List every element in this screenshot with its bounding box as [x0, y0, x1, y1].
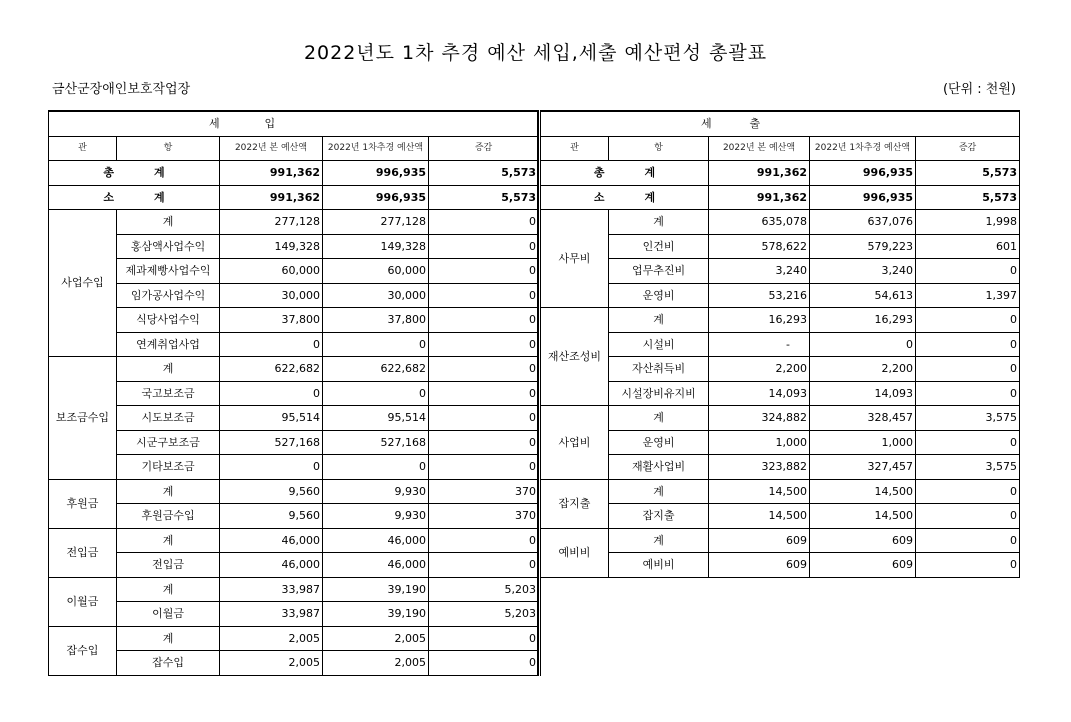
- income-group-name: 보조금수입: [49, 357, 117, 480]
- income-row-v3: 0: [429, 651, 539, 676]
- expense-row-v2: 14,500: [810, 479, 916, 504]
- expense-subtotal-v3: 5,573: [916, 185, 1020, 210]
- expense-row-label: 시설비: [609, 332, 709, 357]
- income-row: [49, 259, 539, 284]
- expense-row-v1: 14,500: [709, 479, 810, 504]
- income-row-v3: 0: [429, 259, 539, 284]
- income-row-v3: 0: [429, 430, 539, 455]
- income-total-v1: 991,362: [220, 161, 323, 186]
- income-row-label: 계: [117, 528, 220, 553]
- expense-row-v3: 0: [916, 479, 1020, 504]
- income-row-v1: 277,128: [220, 210, 323, 235]
- expense-row: [541, 455, 1020, 480]
- income-row-v3: 370: [429, 504, 539, 529]
- income-row-label: 시군구보조금: [117, 430, 220, 455]
- expense-head-a: 세: [541, 111, 709, 136]
- expense-row-v1: 578,622: [709, 234, 810, 259]
- budget-summary-table: [48, 110, 1019, 676]
- expense-row-label: 자산취득비: [609, 357, 709, 382]
- expense-row-v2: 637,076: [810, 210, 916, 235]
- expense-row-v3: 0: [916, 528, 1020, 553]
- expense-row-v2: 328,457: [810, 406, 916, 431]
- expense-row-v1: 16,293: [709, 308, 810, 333]
- expense-row: [541, 210, 1020, 235]
- expense-row: [541, 406, 1020, 431]
- income-row-v3: 0: [429, 626, 539, 651]
- expense-row-v3: 0: [916, 430, 1020, 455]
- expense-row-v1: 609: [709, 553, 810, 578]
- income-row-label: 계: [117, 479, 220, 504]
- income-row-v1: 0: [220, 381, 323, 406]
- income-subtotal-v3: 5,573: [429, 185, 539, 210]
- expense-row-v2: 54,613: [810, 283, 916, 308]
- expense-subtotal-v2: 996,935: [810, 185, 916, 210]
- expense-row-v3: 1,998: [916, 210, 1020, 235]
- page-title: 2022년도 1차 추경 예산 세입,세출 예산편성 총괄표: [303, 42, 768, 64]
- expense-row-v1: 2,200: [709, 357, 810, 382]
- expense-row-v1: 14,500: [709, 504, 810, 529]
- expense-row: [541, 259, 1020, 284]
- income-row-v2: 9,930: [323, 504, 429, 529]
- expense-total-v2: 996,935: [810, 161, 916, 186]
- income-row-label: 제과제빵사업수익: [117, 259, 220, 284]
- expense-row: [541, 553, 1020, 578]
- income-row-v1: 527,168: [220, 430, 323, 455]
- expense-row-label: 계: [609, 308, 709, 333]
- expense-row: [541, 528, 1020, 553]
- income-row-label: 계: [117, 357, 220, 382]
- income-row-label: 계: [117, 210, 220, 235]
- expense-row-v3: 3,575: [916, 406, 1020, 431]
- expense-row-v3: 0: [916, 504, 1020, 529]
- income-row-v3: 0: [429, 528, 539, 553]
- expense-table: [540, 110, 1020, 578]
- income-col-hang: 항: [117, 136, 220, 161]
- expense-col-revised: 2022년 1차추경 예산액: [810, 136, 916, 161]
- income-row-v3: 5,203: [429, 602, 539, 627]
- income-subtotal-label: 소 계: [49, 185, 220, 210]
- income-row-v1: 149,328: [220, 234, 323, 259]
- income-row: [49, 626, 539, 651]
- income-row-v1: 30,000: [220, 283, 323, 308]
- income-row-label: 연계취업사업: [117, 332, 220, 357]
- income-group-name: 이월금: [49, 577, 117, 626]
- income-row: [49, 381, 539, 406]
- expense-row-v1: -: [709, 332, 810, 357]
- expense-row-v3: 1,397: [916, 283, 1020, 308]
- expense-row: [541, 357, 1020, 382]
- income-row-v3: 0: [429, 332, 539, 357]
- expense-row-label: 시설장비유지비: [609, 381, 709, 406]
- income-row: [49, 504, 539, 529]
- expense-total-v3: 5,573: [916, 161, 1020, 186]
- income-row-v2: 60,000: [323, 259, 429, 284]
- income-row-v2: 39,190: [323, 577, 429, 602]
- expense-row: [541, 234, 1020, 259]
- expense-row-v2: 327,457: [810, 455, 916, 480]
- income-row-v2: 0: [323, 455, 429, 480]
- expense-subtotal-row: [541, 185, 1020, 210]
- income-row: [49, 553, 539, 578]
- expense-row-v2: 609: [810, 528, 916, 553]
- income-row-v2: 0: [323, 381, 429, 406]
- income-row-v2: 30,000: [323, 283, 429, 308]
- income-table: [48, 110, 539, 676]
- income-row-label: 홍삼액사업수익: [117, 234, 220, 259]
- income-row-v1: 46,000: [220, 553, 323, 578]
- income-row-v2: 0: [323, 332, 429, 357]
- income-group-name: 사업수입: [49, 210, 117, 357]
- income-row-v1: 46,000: [220, 528, 323, 553]
- expense-row-v2: 579,223: [810, 234, 916, 259]
- expense-row-label: 재활사업비: [609, 455, 709, 480]
- income-col-budget: 2022년 본 예산액: [220, 136, 323, 161]
- expense-row-label: 계: [609, 210, 709, 235]
- income-total-v2: 996,935: [323, 161, 429, 186]
- expense-row-label: 운영비: [609, 283, 709, 308]
- income-row-v1: 37,800: [220, 308, 323, 333]
- income-row: [49, 479, 539, 504]
- income-row-v2: 2,005: [323, 626, 429, 651]
- income-row-label: 식당사업수익: [117, 308, 220, 333]
- income-total-row: [49, 161, 539, 186]
- expense-row-label: 계: [609, 528, 709, 553]
- expense-row-label: 계: [609, 406, 709, 431]
- expense-row-v3: 0: [916, 357, 1020, 382]
- income-row-v2: 46,000: [323, 553, 429, 578]
- income-group-name: 잡수입: [49, 626, 117, 675]
- expense-row-v2: 609: [810, 553, 916, 578]
- income-row-v2: 95,514: [323, 406, 429, 431]
- income-head-a: 세: [49, 111, 220, 136]
- expense-row: [541, 430, 1020, 455]
- income-row-label: 잡수입: [117, 651, 220, 676]
- expense-row-v3: 0: [916, 381, 1020, 406]
- income-row: [49, 406, 539, 431]
- income-row-v2: 277,128: [323, 210, 429, 235]
- income-row-v3: 0: [429, 357, 539, 382]
- expense-row: [541, 479, 1020, 504]
- expense-total-v1: 991,362: [709, 161, 810, 186]
- income-head-b: 입: [220, 111, 539, 136]
- expense-row-v2: 3,240: [810, 259, 916, 284]
- expense-row-label: 잡지출: [609, 504, 709, 529]
- income-row-v3: 0: [429, 455, 539, 480]
- income-row: [49, 430, 539, 455]
- income-subtotal-row: [49, 185, 539, 210]
- income-row-v1: 33,987: [220, 577, 323, 602]
- expense-subtotal-v1: 991,362: [709, 185, 810, 210]
- income-row-v1: 0: [220, 332, 323, 357]
- income-row-v1: 33,987: [220, 602, 323, 627]
- income-row-label: 기타보조금: [117, 455, 220, 480]
- unit-label: (단위 : 천원): [942, 82, 1016, 97]
- expense-row-v1: 1,000: [709, 430, 810, 455]
- income-row-label: 계: [117, 577, 220, 602]
- income-row-v1: 2,005: [220, 626, 323, 651]
- income-row-v2: 37,800: [323, 308, 429, 333]
- income-row-label: 임가공사업수익: [117, 283, 220, 308]
- income-row-v2: 9,930: [323, 479, 429, 504]
- expense-row-label: 운영비: [609, 430, 709, 455]
- expense-row-v2: 0: [810, 332, 916, 357]
- expense-total-row: [541, 161, 1020, 186]
- expense-row-v3: 601: [916, 234, 1020, 259]
- expense-group-name: 사업비: [541, 406, 609, 480]
- expense-row-label: 계: [609, 479, 709, 504]
- income-row-v2: 527,168: [323, 430, 429, 455]
- income-row-v1: 60,000: [220, 259, 323, 284]
- income-row-label: 계: [117, 626, 220, 651]
- income-row-v2: 2,005: [323, 651, 429, 676]
- income-subtotal-v2: 996,935: [323, 185, 429, 210]
- income-row-v2: 149,328: [323, 234, 429, 259]
- expense-row-v3: 0: [916, 259, 1020, 284]
- expense-group-name: 예비비: [541, 528, 609, 577]
- income-row: [49, 234, 539, 259]
- income-total-v3: 5,573: [429, 161, 539, 186]
- expense-group-name: 사무비: [541, 210, 609, 308]
- expense-row-v2: 1,000: [810, 430, 916, 455]
- income-row: [49, 357, 539, 382]
- income-row: [49, 528, 539, 553]
- expense-row-v3: 0: [916, 553, 1020, 578]
- expense-total-label: 총 계: [541, 161, 709, 186]
- income-row: [49, 283, 539, 308]
- income-row-label: 전입금: [117, 553, 220, 578]
- income-row-v3: 5,203: [429, 577, 539, 602]
- income-col-revised: 2022년 1차추경 예산액: [323, 136, 429, 161]
- income-row-v3: 0: [429, 381, 539, 406]
- income-row: [49, 332, 539, 357]
- organization-name: 금산군장애인보호작업장: [52, 82, 191, 97]
- income-row-v1: 622,682: [220, 357, 323, 382]
- income-row-label: 시도보조금: [117, 406, 220, 431]
- income-row-v1: 2,005: [220, 651, 323, 676]
- expense-row: [541, 381, 1020, 406]
- income-row-label: 이월금: [117, 602, 220, 627]
- income-row: [49, 455, 539, 480]
- expense-row-v2: 14,500: [810, 504, 916, 529]
- income-row: [49, 651, 539, 676]
- income-row-v3: 0: [429, 283, 539, 308]
- income-row-v3: 370: [429, 479, 539, 504]
- income-row-label: 국고보조금: [117, 381, 220, 406]
- income-row-v3: 0: [429, 553, 539, 578]
- expense-row-v1: 635,078: [709, 210, 810, 235]
- income-col-gwan: 관: [49, 136, 117, 161]
- expense-group-name: 재산조성비: [541, 308, 609, 406]
- income-row-v1: 9,560: [220, 479, 323, 504]
- expense-row-v1: 14,093: [709, 381, 810, 406]
- income-group-name: 전입금: [49, 528, 117, 577]
- income-col-diff: 증감: [429, 136, 539, 161]
- expense-row-label: 인건비: [609, 234, 709, 259]
- income-row-v3: 0: [429, 234, 539, 259]
- expense-group-name: 잡지출: [541, 479, 609, 528]
- income-row-v1: 0: [220, 455, 323, 480]
- income-row: [49, 577, 539, 602]
- expense-row-v1: 324,882: [709, 406, 810, 431]
- expense-subtotal-label: 소 계: [541, 185, 709, 210]
- income-row-v1: 9,560: [220, 504, 323, 529]
- expense-row-v3: 0: [916, 308, 1020, 333]
- expense-row-v1: 53,216: [709, 283, 810, 308]
- expense-row-v1: 609: [709, 528, 810, 553]
- expense-col-budget: 2022년 본 예산액: [709, 136, 810, 161]
- income-row-v3: 0: [429, 210, 539, 235]
- income-row-v3: 0: [429, 406, 539, 431]
- expense-row-v3: 0: [916, 332, 1020, 357]
- income-row-v2: 39,190: [323, 602, 429, 627]
- expense-col-gwan: 관: [541, 136, 609, 161]
- income-row: [49, 308, 539, 333]
- income-total-label: 총 계: [49, 161, 220, 186]
- expense-col-diff: 증감: [916, 136, 1020, 161]
- expense-row-v1: 3,240: [709, 259, 810, 284]
- expense-row-v2: 14,093: [810, 381, 916, 406]
- income-row-label: 후원금수입: [117, 504, 220, 529]
- income-row-v2: 46,000: [323, 528, 429, 553]
- expense-row: [541, 308, 1020, 333]
- income-row: [49, 602, 539, 627]
- income-row-v3: 0: [429, 308, 539, 333]
- income-subtotal-v1: 991,362: [220, 185, 323, 210]
- income-row-v1: 95,514: [220, 406, 323, 431]
- expense-row-v3: 3,575: [916, 455, 1020, 480]
- expense-row-label: 업무추진비: [609, 259, 709, 284]
- income-row-v2: 622,682: [323, 357, 429, 382]
- income-group-name: 후원금: [49, 479, 117, 528]
- expense-row-v1: 323,882: [709, 455, 810, 480]
- expense-row-v2: 2,200: [810, 357, 916, 382]
- expense-head-b: 출: [709, 111, 1020, 136]
- expense-row-v2: 16,293: [810, 308, 916, 333]
- income-row: [49, 210, 539, 235]
- expense-col-hang: 항: [609, 136, 709, 161]
- expense-row-label: 예비비: [609, 553, 709, 578]
